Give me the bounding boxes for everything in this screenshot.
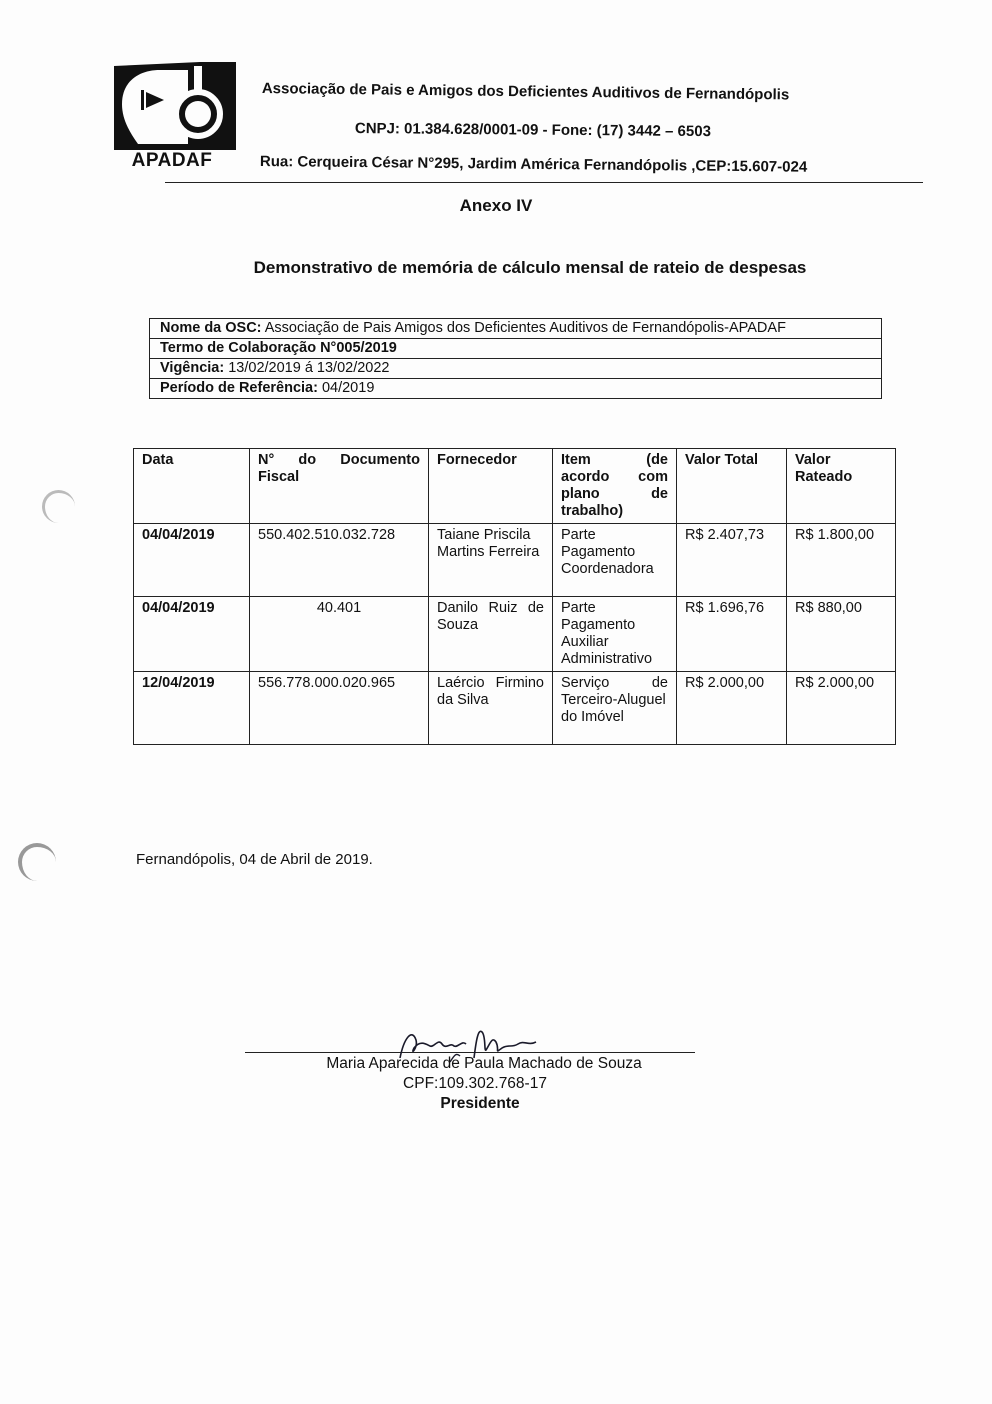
signer-cpf: CPF:109.302.768-17 bbox=[403, 1075, 547, 1092]
cell-data: 12/04/2019 bbox=[134, 672, 250, 745]
termo-label: Termo de Colaboração N°005/2019 bbox=[160, 340, 397, 356]
document-title: Demonstrativo de memória de cálculo mensal de rateio de despesas bbox=[253, 258, 807, 277]
table-header-row bbox=[134, 449, 896, 524]
logo-text: APADAF bbox=[131, 150, 213, 171]
vigencia-label: Vigência: bbox=[160, 360, 225, 376]
expense-table bbox=[133, 448, 896, 745]
punch-hole-mark bbox=[18, 843, 56, 881]
org-name: Associação de Pais e Amigos dos Deficientes Auditivos de Fernandópolis bbox=[261, 80, 790, 104]
header-documento: N° do Documento Fiscal bbox=[250, 449, 429, 524]
cell-total: R$ 2.407,73 bbox=[677, 524, 787, 597]
cell-item: Parte Pagamento Auxiliar Administrativo bbox=[553, 597, 677, 672]
osc-value: Associação de Pais Amigos dos Deficientes Auditivos de Fernandópolis-APADAF bbox=[261, 320, 786, 336]
cell-item: Parte Pagamento Coordenadora bbox=[553, 524, 677, 597]
cell-fornecedor: Danilo Ruiz de Souza bbox=[429, 597, 553, 672]
header-item: Item (de acordo com plano de trabalho) bbox=[553, 449, 677, 524]
periodo-value: 04/2019 bbox=[317, 380, 375, 396]
cell-rateado: R$ 1.800,00 bbox=[787, 524, 896, 597]
header-valor-rateado: Valor Rateado bbox=[787, 449, 896, 524]
cell-rateado: R$ 880,00 bbox=[787, 597, 896, 672]
cell-fornecedor: Taiane Priscila Martins Ferreira bbox=[429, 524, 553, 597]
cell-data: 04/04/2019 bbox=[134, 597, 250, 672]
cell-total: R$ 1.696,76 bbox=[677, 597, 787, 672]
cell-item: Serviço de Terceiro-Aluguel do Imóvel bbox=[553, 672, 677, 745]
table-row bbox=[134, 597, 896, 672]
osc-label: Nome da OSC: bbox=[160, 320, 262, 336]
periodo-row bbox=[150, 379, 882, 399]
cell-doc: 550.402.510.032.728 bbox=[250, 524, 429, 597]
header-valor-total: Valor Total bbox=[677, 449, 787, 524]
cell-doc: 40.401 bbox=[250, 597, 429, 672]
table-row bbox=[134, 524, 896, 597]
cell-doc: 556.778.000.020.965 bbox=[250, 672, 429, 745]
vigencia-row bbox=[150, 359, 882, 379]
periodo-label: Período de Referência: bbox=[160, 380, 318, 396]
signer-role: Presidente bbox=[440, 1095, 520, 1112]
osc-name-row bbox=[150, 319, 882, 339]
annex-title: Anexo IV bbox=[459, 196, 533, 215]
cell-rateado: R$ 2.000,00 bbox=[787, 672, 896, 745]
header-divider bbox=[165, 182, 923, 183]
address: Rua: Cerqueira César N°295, Jardim América Fernandópolis ,CEP:15.607-024 bbox=[259, 153, 808, 176]
header-data: Data bbox=[134, 449, 250, 524]
osc-info-table bbox=[149, 318, 882, 399]
apadaf-logo bbox=[108, 58, 236, 174]
vigencia-value: 13/02/2019 á 13/02/2022 bbox=[224, 360, 390, 376]
logo-emblem-icon bbox=[108, 58, 236, 154]
table-row bbox=[134, 672, 896, 745]
header-fornecedor: Fornecedor bbox=[429, 449, 553, 524]
cell-total: R$ 2.000,00 bbox=[677, 672, 787, 745]
termo-row bbox=[150, 339, 882, 359]
signer-name: Maria Aparecida de Paula Machado de Souza bbox=[326, 1055, 642, 1072]
place-date: Fernandópolis, 04 de Abril de 2019. bbox=[136, 851, 373, 868]
cell-data: 04/04/2019 bbox=[134, 524, 250, 597]
cell-fornecedor: Laércio Firmino da Silva bbox=[429, 672, 553, 745]
punch-hole-mark bbox=[42, 490, 75, 523]
cnpj-phone: CNPJ: 01.384.628/0001-09 - Fone: (17) 3442 – 6503 bbox=[354, 120, 712, 141]
